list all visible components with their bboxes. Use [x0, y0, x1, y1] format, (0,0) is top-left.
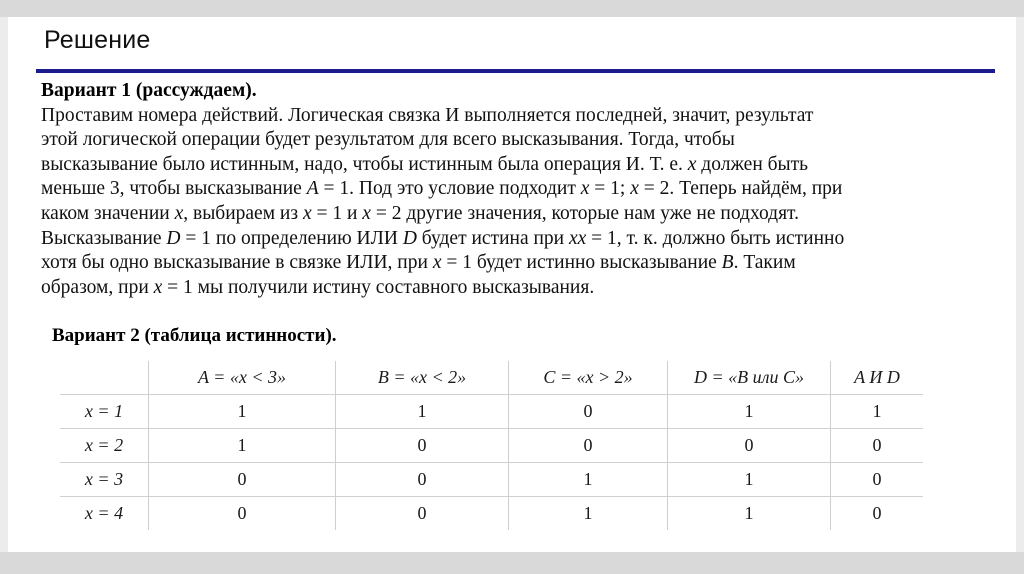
cell-c: 1: [509, 463, 668, 497]
variant1-section: [41, 79, 986, 300]
variant1-paragraph: [41, 104, 986, 301]
variant1-line: высказывание было истинным, надо, чтобы истинным была операция И. Т. е. x должен быть: [41, 153, 809, 175]
page-left-margin: [0, 17, 8, 552]
variant1-line: Проставим номера действий. Логическая связка И выполняется последней, значит, результат: [41, 104, 814, 126]
table-header-cell-a: A = «x < 3»: [149, 361, 336, 395]
cell-c: 0: [509, 429, 668, 463]
cell-d: 0: [668, 429, 831, 463]
row-label: x = 4: [84, 503, 124, 523]
variant1-line: Высказывание D = 1 по определению ИЛИ D будет истина при xx = 1, т. к. должно быть истинно: [41, 227, 845, 249]
table-row: [60, 429, 923, 463]
row-label: x = 3: [60, 463, 149, 497]
variant1-line: этой логической операции будет результатом для всего высказывания. Тогда, чтобы: [41, 129, 735, 151]
table-row: [60, 463, 923, 497]
cell-b: 0: [336, 429, 509, 463]
cell-b: 0: [336, 463, 509, 497]
table-header-cell-c: C = «x > 2»: [509, 361, 668, 395]
cell-d: 1: [668, 463, 831, 497]
viewer-top-band: [0, 0, 1024, 17]
cell-a: 0: [149, 497, 336, 531]
cell-c: 1: [509, 497, 668, 531]
cell-a: 1: [149, 429, 336, 463]
cell-and: 0: [831, 497, 924, 531]
table-row: [60, 395, 923, 429]
truth-table: [60, 361, 923, 530]
variant1-line: каком значении x, выбираем из x = 1 и x = 2 другие значения, которые нам уже не подходят.: [41, 202, 799, 224]
variant1-line: образом, при x = 1 мы получили истину составного высказывания.: [41, 276, 595, 298]
table-header-cell-d: D = «B или C»: [668, 361, 831, 395]
cell-d: 1: [668, 497, 831, 531]
table-header-cell-x: [60, 361, 149, 395]
page-title: Решение: [44, 26, 151, 54]
table-row: [60, 497, 923, 531]
cell-c: 0: [509, 395, 668, 429]
viewer-bottom-band: [0, 552, 1024, 574]
cell-and: 0: [831, 429, 924, 463]
cell-b: 0: [336, 497, 509, 531]
row-label: x = 1: [60, 395, 149, 429]
variant1-line: меньше 3, чтобы высказывание A = 1. Под это условие подходит x = 1; x = 2. Теперь найдём, при: [41, 178, 843, 200]
cell-a: 1: [149, 395, 336, 429]
variant1-line: хотя бы одно высказывание в связке ИЛИ, при x = 1 будет истинно высказывание B. Таким: [41, 252, 796, 274]
table-header-cell-and: A И D: [831, 361, 924, 395]
table-header-cell-b: B = «x < 2»: [336, 361, 509, 395]
page-right-margin: [1016, 17, 1024, 552]
title-underline-rule: [36, 69, 995, 73]
table-header-row: [60, 361, 923, 395]
truth-table-container: [60, 361, 918, 530]
cell-a: 0: [149, 463, 336, 497]
variant2-heading: Вариант 2 (таблица истинности).: [52, 325, 337, 346]
slide-page: [8, 17, 1016, 552]
row-label: x = 2: [60, 429, 149, 463]
cell-b: 1: [336, 395, 509, 429]
cell-d: 1: [668, 395, 831, 429]
cell-and: 0: [831, 463, 924, 497]
cell-and: 1: [831, 395, 924, 429]
variant1-heading: Вариант 1 (рассуждаем).: [41, 80, 257, 101]
